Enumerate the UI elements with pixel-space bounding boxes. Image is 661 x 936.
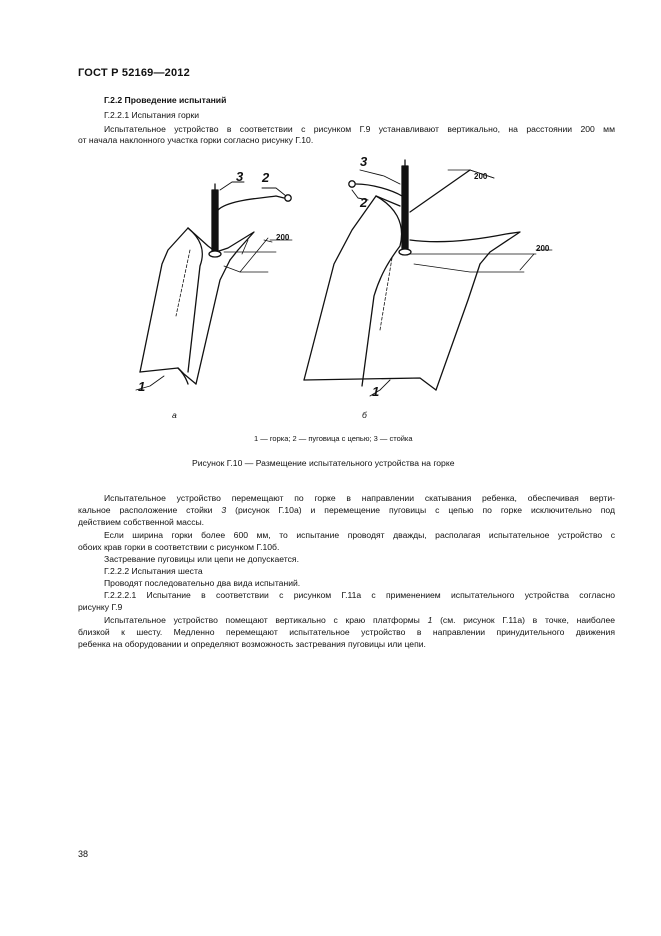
stand-a	[136, 182, 291, 394]
paragraph-3-line-2: обоих крав горки в соответствии с рисунком Г.10б.	[78, 542, 280, 552]
subfigure-b-label: б	[362, 410, 367, 420]
paragraph-7-line-1-post: (см. рисунок Г.11а) в точке, наиболее	[432, 615, 615, 625]
subsection-2-title: Г.2.2.2 Испытания шеста	[104, 566, 203, 576]
document-header: ГОСТ Р 52169—2012	[78, 67, 190, 79]
paragraph-7-line-1-pre: Испытательное устройство помещают вертикально с краю платформы	[104, 615, 428, 625]
dim-200-a: 200	[276, 233, 290, 242]
paragraph-2-line-2	[78, 505, 615, 516]
paragraph-6-line-1: Г.2.2.2.1 Испытание в соответствии с рисунком Г.11а с применением испытательного устройства согласно	[104, 590, 615, 600]
figure-title: Рисунок Г.10 — Размещение испытательного устройства на горке	[192, 458, 455, 468]
paragraph-2-line-2-num: 3	[221, 505, 227, 515]
paragraph-4: Застревание пуговицы или цепи не допускается.	[104, 554, 299, 564]
paragraph-5: Проводят последовательно два вида испытаний.	[104, 578, 301, 588]
figure-g10-drawing	[0, 0, 661, 460]
figure-legend: 1 — горка; 2 — пуговица с цепью; 3 — стойка	[254, 434, 413, 443]
paragraph-7-line-1-num: 1	[427, 615, 433, 625]
label-3-b: 3	[360, 154, 368, 169]
paragraph-2-line-2-post: (рисунок Г.10а) и перемещение пуговицы с цепью по горке исключительно под	[226, 505, 615, 515]
section-title: Г.2.2 Проведение испытаний	[104, 95, 227, 105]
paragraph-7-line-3: ребенка на оборудовании и определяют возможность застревания пуговицы или цепи.	[78, 639, 426, 649]
paragraph-6-line-2: рисунку Г.9	[78, 602, 123, 612]
paragraph-1-line-1: Испытательное устройство в соответствии с рисунком Г.9 устанавливают вертикально, на расстоянии 200 мм	[104, 124, 615, 134]
label-1-b: 1	[372, 384, 380, 399]
subsection-1-title: Г.2.2.1 Испытания горки	[104, 110, 200, 120]
label-3-a: 3	[236, 169, 244, 184]
stand-b	[349, 160, 411, 399]
label-2-a: 2	[262, 170, 270, 185]
label-1-a: 1	[138, 379, 146, 394]
paragraph-2-line-2-pre: кальное расположение стойки	[78, 505, 222, 515]
paragraph-2-line-1: Испытательное устройство перемещают по горке в направлении скатывания ребенка, обеспечивая верти-	[104, 493, 615, 503]
page-number: 38	[78, 849, 89, 859]
paragraph-3-line-1: Если ширина горки более 600 мм, то испытание проводят дважды, располагая испытательное устройство с	[104, 530, 615, 540]
paragraph-2-line-3: действием собственной массы.	[78, 517, 205, 527]
paragraph-1-line-2: от начала наклонного участка горки согласно рисунку Г.10.	[78, 135, 314, 145]
label-2-b: 2	[360, 195, 368, 210]
paragraph-7-line-2: близкой к шесту. Медленно перемещают испытательное устройство в направлении принудительного движения	[78, 627, 615, 637]
dim-200-b-top: 200	[474, 172, 488, 181]
dim-200-b: 200	[536, 244, 550, 253]
paragraph-7-line-1	[104, 615, 615, 626]
subfigure-a-label: а	[172, 410, 177, 420]
slide-b	[304, 170, 552, 390]
